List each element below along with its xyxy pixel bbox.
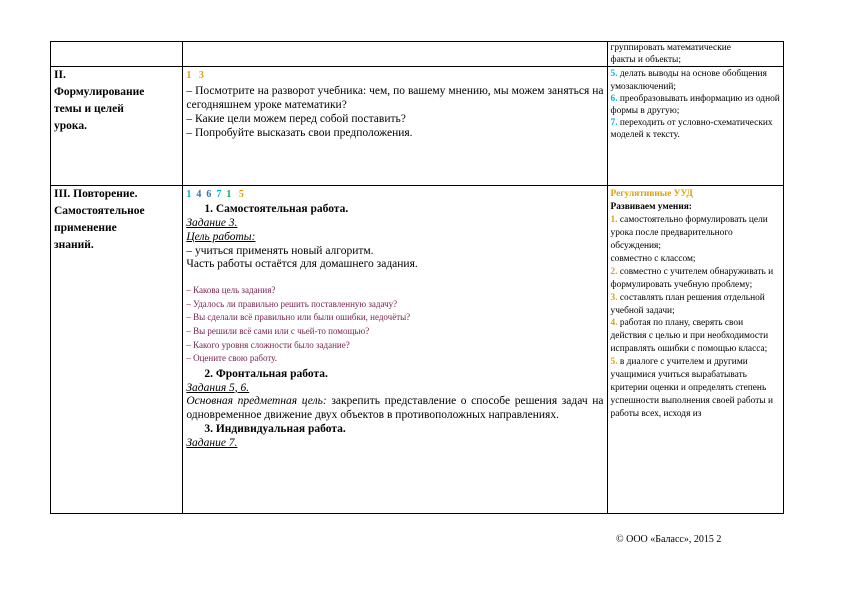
uud-item-number: 6. <box>610 93 618 104</box>
work-title: 3. Индивидуальная работа. <box>204 422 346 435</box>
stage-title: темы и целей <box>54 103 124 116</box>
uud-line: факты и объекты; <box>610 55 681 66</box>
uud-item-number: 5. <box>610 69 618 80</box>
stage-title: Самостоятельное <box>54 205 145 218</box>
uud-number: 1 <box>186 189 192 201</box>
question: – Какова цель задания? <box>186 285 276 296</box>
stage-title: II. <box>54 69 66 82</box>
uud-item-text: совместно с учителем обнаруживать и формулировать учебную проблему; <box>610 266 774 290</box>
content-cell <box>183 186 607 514</box>
uud-number: 6 <box>206 189 212 201</box>
uud-title: Регулятивные УУД <box>610 189 693 200</box>
uud-item-number: 4. <box>610 318 618 329</box>
question: – Вы сделали всё правильно или были ошибки, недочёты? <box>186 312 411 323</box>
uud-number: 1 <box>226 189 232 201</box>
task-label: Задание 3. <box>186 217 238 229</box>
stage-title: III. Повторение. <box>54 188 138 201</box>
uud-item-text: работая по плану, сверять свои действия с целью и при необходимости исправлять ошибки с помощью класса; <box>610 318 769 355</box>
uud-subtitle: Развиваем умения: <box>610 202 692 213</box>
stage-title: Формулирование <box>54 86 145 99</box>
uud-number: 7 <box>216 189 222 201</box>
uud-item-number: 5. <box>610 357 618 368</box>
uud-number: 1 <box>186 70 192 82</box>
lesson-table <box>50 41 784 514</box>
uud-item-text: в диалоге с учителем и другими учащимися учиться вырабатывать критерии оценки и определять степень успешности выполнения своей работы и работы всех, исходя из <box>610 357 773 419</box>
uud-number: 3 <box>198 70 204 82</box>
uud-numbers <box>186 188 603 202</box>
copyright-footer: © ООО «Баласс», 2015 2 <box>616 534 722 545</box>
uud-numbers <box>186 69 603 83</box>
uud-item-number: 2. <box>610 266 618 277</box>
table-row <box>51 42 784 67</box>
main-goal-label: Основная предметная цель: <box>186 395 327 408</box>
uud-item <box>611 68 780 92</box>
uud-number: 4 <box>196 189 202 201</box>
uud-item-text: составлять план решения отдельной учебной задачи; <box>610 292 765 316</box>
content-cell <box>183 42 607 67</box>
uud-item <box>611 253 780 266</box>
uud-cell <box>607 186 783 514</box>
uud-item <box>611 93 780 117</box>
uud-item <box>611 117 780 141</box>
question: – Удалось ли правильно решить поставленную задачу? <box>186 298 398 309</box>
work-title: 2. Фронтальная работа. <box>204 367 328 380</box>
goal-text: – учиться применять новый алгоритм. <box>186 244 374 257</box>
stage-cell <box>51 67 183 186</box>
question: – Вы решили всё сами или с чьей-то помощью? <box>186 325 370 336</box>
stage-title: применение <box>54 222 117 235</box>
task-label: Задания 5, 6. <box>186 381 250 394</box>
uud-cell <box>607 67 783 186</box>
teacher-text: – Посмотрите на разворот учебника: чем, по вашему мнению, мы можем заняться на сегодняшнем уроке математики? <box>186 85 604 111</box>
uud-item-text: делать выводы на основе обобщения умозаключений; <box>610 69 767 92</box>
uud-item-number: 7. <box>610 118 618 129</box>
uud-item-number: 3. <box>610 292 618 303</box>
stage-title: урока. <box>54 120 87 133</box>
work-title: 1. Самостоятельная работа. <box>204 203 349 216</box>
stage-cell <box>51 42 183 67</box>
uud-item-text: самостоятельно формулировать цели урока после предварительного обсуждения; <box>610 215 768 252</box>
table-row <box>51 186 784 514</box>
uud-number: 5 <box>238 189 244 201</box>
uud-item-text: преобразовывать информацию из одной формы в другую; <box>610 93 780 117</box>
uud-item <box>611 317 780 356</box>
question: – Оцените свою работу. <box>186 353 278 364</box>
main-goal <box>186 395 603 423</box>
stage-cell <box>51 186 183 514</box>
uud-cell <box>607 42 783 67</box>
task-label: Задание 7. <box>186 436 238 449</box>
uud-item-text: переходить от условно-схематических моделей к тексту. <box>610 118 773 141</box>
main-goal-text: закрепить представление о способе решения задач на одновременное движение двух объектов в противоположных направлениях. <box>186 395 604 422</box>
uud-item-text: совместно с классом; <box>610 253 696 264</box>
teacher-text: – Попробуйте высказать свои предположения. <box>186 126 413 139</box>
uud-item <box>611 356 780 421</box>
homework-text: Часть работы остаётся для домашнего задания. <box>186 258 418 271</box>
content-cell <box>183 67 607 186</box>
uud-item <box>611 266 780 292</box>
uud-item <box>611 292 780 318</box>
teacher-text: – Какие цели можем перед собой поставить? <box>186 112 406 125</box>
uud-item-number: 1. <box>610 215 618 226</box>
table-row <box>51 67 784 186</box>
uud-item <box>611 214 780 253</box>
question: – Какого уровня сложности было задание? <box>186 339 350 350</box>
uud-line: группировать математические <box>610 43 731 53</box>
stage-title: знаний. <box>54 239 94 252</box>
goal-label: Цель работы: <box>186 230 256 243</box>
